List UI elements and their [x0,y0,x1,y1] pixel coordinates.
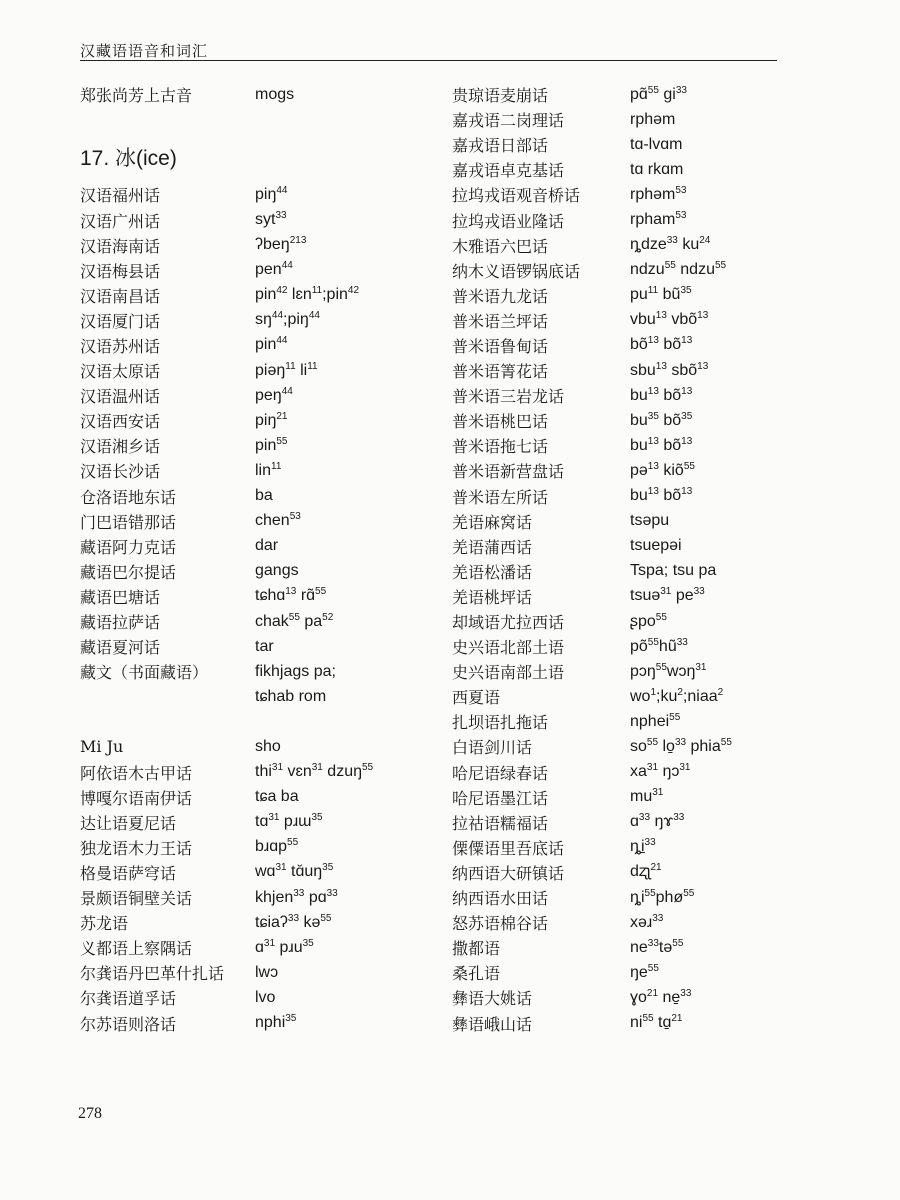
entry-form: nphei$^{55}$ [630,711,681,730]
list-item [80,659,440,684]
entry-language: 藏语巴尔提话 [80,562,177,582]
entry-form: gangs [255,562,299,580]
list-item [452,860,792,885]
entry-language: 义都语上察隅话 [80,939,193,959]
entry-form: peŋ$^{44}$ [255,385,293,404]
list-item [80,458,440,483]
list-item [80,534,440,559]
entry-language: 博嘎尔语南伊话 [80,788,193,808]
list-item [80,760,440,785]
entry-form: syt$^{33}$ [255,210,287,229]
entry-form: tɕhab rom [255,687,327,705]
entry-form: rpham$^{53}$ [630,210,687,229]
list-item [452,509,792,534]
entry-form: ɑ$^{31}$ pɹu$^{35}$ [255,937,314,956]
entry-form: pɔŋ$^{55}$wɔŋ$^{31}$ [630,661,707,680]
entry-form: $bu^{35}$ $bõ^{35}$ [630,410,693,429]
list-item [80,408,440,433]
list-item [80,960,440,985]
entry-form: dar [255,537,279,555]
entry-language: 藏语阿力克话 [80,537,177,557]
list-item [80,810,440,835]
entry-language: 却域语尤拉西话 [452,613,565,633]
entry-form: tɕhɑ$^{13}$ rɑ̃$^{55}$ [255,586,327,605]
entry-form: nphi$^{35}$ [255,1013,297,1032]
list-item [80,684,440,709]
entry-form: $sŋ^{44};piŋ^{44}$ [255,310,320,329]
list-item [80,433,440,458]
list-item [452,182,792,207]
list-item [80,258,440,283]
entry-form: ȵdze$^{33}$ $ku^{24}$ [630,235,711,254]
entry-language: 彝语大姚话 [452,989,533,1009]
left-entry-list [80,182,440,709]
entry-form: Tspa; tsu pa [630,562,717,580]
entry-form: rphəm$^{53}$ [630,184,687,203]
list-item [452,609,792,634]
entry-language: 贵琼语麦崩话 [452,86,549,106]
list-item [80,308,440,333]
entry-language: 彝语峨山话 [452,1014,533,1034]
entry-form: pin$^{44}$ [255,335,288,354]
entry-language: 普米语箐花话 [452,362,549,382]
list-item [80,885,440,910]
list-item [80,985,440,1010]
entry-language: 普米语兰坪话 [452,311,549,331]
entry-form: $mu^{31}$ [630,787,664,806]
list-item [80,1010,440,1035]
entry-form: lvo [255,988,276,1006]
list-item [452,283,792,308]
entry-language: 苏龙语 [80,914,129,934]
entry-language: 尔龚语丹巴革什扎话 [80,964,225,984]
list-item [80,233,440,258]
entry-language: 汉语西安话 [80,412,161,432]
list-item [452,709,792,734]
list-item [80,609,440,634]
entry-language: 景颇语铜壁关话 [80,889,193,909]
list-item [80,358,440,383]
entry-language: 拉坞戎语业隆话 [452,211,565,231]
list-item [80,207,440,232]
list-item [452,559,792,584]
entry-language: 汉语海南话 [80,236,161,256]
entry-language: 郑张尚芳上古音 [80,86,193,106]
entry-form: wɑ$^{31}$ $tɑ̆uŋ^{35}$ [255,862,334,881]
list-item [452,810,792,835]
list-item [80,860,440,885]
entry-form: sbu$^{13}$ sbõ$^{13}$ [630,360,709,379]
entry-form: $ne^{33}tə^{55}$ [630,937,684,956]
entry-language: 史兴语南部土语 [452,663,565,683]
entry-form: tɑ rkɑm [630,160,684,178]
entry-language: 汉语广州话 [80,211,161,231]
list-item [80,333,440,358]
list-item [452,207,792,232]
list-item [80,935,440,960]
entry-language: 嘉戎语日部话 [452,136,549,156]
left-column [80,82,440,1036]
list-item [452,659,792,684]
entry-form: rphəm [630,110,676,128]
entry-form: khjen$^{33}$ pɑ$^{33}$ [255,887,338,906]
list-item [80,484,440,509]
entry-language: 汉语梅县话 [80,261,161,281]
list-item [80,509,440,534]
list-item [452,684,792,709]
entry-language: 汉语福州话 [80,186,161,206]
entry-form: ba [255,487,273,505]
entry-language: 白语剑川话 [452,738,533,758]
entry-form: pin$^{42}$ lɛn$^{11}$;pin$^{42}$ [255,285,360,304]
entry-form: fikhjags pa; [255,662,336,680]
entry-language: 汉语湘乡话 [80,437,161,457]
entry-language: 藏语夏河话 [80,638,161,658]
entry-form: $põ^{55}hũ^{33}$ [630,636,688,655]
entry-form: tɑ$^{31}$ pɹɯ$^{35}$ [255,812,323,831]
entry-language: 尔龚语道孚话 [80,989,177,1009]
list-item [80,910,440,935]
entry-language: 普米语九龙话 [452,286,549,306]
list-item [452,308,792,333]
list-item [452,157,792,182]
entry-language: 纳木义语锣锅底话 [452,261,581,281]
entry-form: ndzu$^{55}$ ndzu$^{55}$ [630,260,727,279]
left-entry-list-2 [80,734,440,1035]
entry-language: 藏语巴塘话 [80,587,161,607]
list-item [452,82,792,107]
running-head: 汉藏语语音和词汇 [80,42,209,60]
list-item [452,935,792,960]
entry-form: pə$^{13}$ kiõ$^{55}$ [630,460,695,479]
list-item [80,634,440,659]
entry-form: $pu^{11}$ $bũ^{35}$ [630,285,692,304]
entry-form: thi$^{31}$ vɛn$^{31}$ dzuŋ$^{55}$ [255,762,374,781]
list-item [80,182,440,207]
list-item [452,910,792,935]
list-item [452,258,792,283]
entry-form: tar [255,637,274,655]
list-item [80,383,440,408]
entry-language: 阿依语木古甲话 [80,763,193,783]
list-item [80,584,440,609]
entry-form: piəŋ$^{11}$ $li^{11}$ [255,360,318,379]
entry-language: 桑孔语 [452,964,501,984]
entry-language: 木雅语六巴话 [452,236,549,256]
entry-form: $bu^{13}$ $bõ^{13}$ [630,435,693,454]
list-item [452,132,792,157]
entry-language: 拉祜语糯福话 [452,813,549,833]
list-item [452,458,792,483]
list-item [80,734,440,759]
entry-language: 纳西语水田话 [452,889,549,909]
list-item [452,634,792,659]
entry-form: bɹɑp$^{55}$ [255,837,299,856]
entry-form: $wo^1;ku^2;niaa^2$ [630,686,724,705]
right-entry-list [452,82,792,1036]
list-item [452,885,792,910]
list-item [452,233,792,258]
entry-language: 汉语温州话 [80,387,161,407]
entry-language: 汉语太原话 [80,362,161,382]
entry-language: 门巴语错那话 [80,512,177,532]
header-rule [80,60,777,61]
entry-language: 普米语左所话 [452,487,549,507]
entry-form: ʂpo$^{55}$ [630,611,667,630]
entry-language: 普米语三岩龙话 [452,387,565,407]
entry-language: 仓洛语地东话 [80,487,177,507]
entry-form: ɑ$^{33}$ ŋɤ$^{33}$ [630,812,685,831]
entry-language: 史兴语北部土语 [452,638,565,658]
entry-language: 拉坞戎语观音桥话 [452,186,581,206]
list-item [452,734,792,759]
entry-form: $ŋe^{55}$ [630,962,659,981]
entry-language: 哈尼语墨江话 [452,788,549,808]
entry-language: 藏语拉萨话 [80,613,161,633]
entry-language: 格曼语萨穹话 [80,863,177,883]
entry-form: lin$^{11}$ [255,460,282,479]
entry-language: 西夏语 [452,688,501,708]
entry-form: dʐʅ$^{21}$ [630,862,662,881]
entry-form: pɑ̃$^{55}$ $gi^{33}$ [630,84,687,103]
entry-form: chen$^{53}$ [255,511,301,530]
entry-language: 汉语长沙话 [80,462,161,482]
entry-language: 哈尼语绿春话 [452,763,549,783]
entry-language: 尔苏语则洛话 [80,1014,177,1034]
entry-language: Mi Ju [80,737,124,757]
list-item [452,835,792,860]
entry-language: 扎坝语扎拖话 [452,713,549,733]
entry-language: 羌语蒲西话 [452,537,533,557]
list-item [452,408,792,433]
entry-form: sho [255,737,281,755]
list-item [452,107,792,132]
entry-form: $ȵi^{55}phø^{55}$ [630,887,695,906]
list-item [452,960,792,985]
entry-language: 普米语桃巴话 [452,412,549,432]
entry-language: 嘉戎语卓克基话 [452,161,565,181]
top-entry [80,82,440,107]
list-item [452,433,792,458]
entry-language: 嘉戎语二岗理话 [452,111,565,131]
list-item [452,484,792,509]
entry-language: 羌语桃坪话 [452,587,533,607]
entry-language: 达让语夏尼话 [80,813,177,833]
entry-form: tɑ-lvɑm [630,135,683,153]
entry-language: 普米语拖七话 [452,437,549,457]
entry-form: tsuə$^{31}$ $pe^{33}$ [630,586,705,605]
entry-form: ʔbeŋ$^{213}$ [255,235,307,254]
entry-language: 汉语苏州话 [80,336,161,356]
entry-language: 羌语松潘话 [452,562,533,582]
entry-form: ȵi̱$^{33}$ [630,837,656,856]
list-item [80,785,440,810]
entry-form: $xa^{31}$ ŋɔ$^{31}$ [630,762,691,781]
list-item [452,1010,792,1035]
entry-language: 汉语南昌话 [80,286,161,306]
spacer [80,709,440,734]
entry-language: 藏文（书面藏语） [80,663,209,683]
list-item [452,333,792,358]
entry-form: piŋ$^{44}$ [255,184,288,203]
entry-form: xəɹ$^{33}$ [630,912,664,931]
entry-form: $bu^{13}$ $bõ^{13}$ [630,486,693,505]
entry-form: tsəpu [630,512,670,530]
entry-language: 撒都语 [452,939,501,959]
entry-form: $bu^{13}$ $bõ^{13}$ [630,385,693,404]
entry-language: 汉语厦门话 [80,311,161,331]
spacer [80,107,440,132]
list-item [80,559,440,584]
list-item [452,383,792,408]
entry-form: piŋ$^{21}$ [255,410,288,429]
entry-form: $ni^{55}$ tɑ̱$^{21}$ [630,1013,683,1032]
entry-language: 羌语麻窝话 [452,512,533,532]
entry-form: pin$^{55}$ [255,435,288,454]
entry-form: tsuepəi [630,537,682,555]
list-item [80,835,440,860]
entry-form: mogs [255,85,295,103]
list-item [452,985,792,1010]
list-item [452,760,792,785]
entry-language: 傈僳语里吾底话 [452,838,565,858]
list-item [452,785,792,810]
entry-language: 纳西语大研镇话 [452,863,565,883]
right-column [452,82,792,1036]
entry-form: tɕa ba [255,788,299,806]
list-item [452,358,792,383]
page-number: 278 [78,1105,102,1122]
entry-language: 怒苏语棉谷话 [452,914,549,934]
entry-language: 独龙语木力王话 [80,838,193,858]
entry-form: lwɔ [255,963,279,981]
entry-form: $so^{55}$ lo̱$^{33}$ phia$^{55}$ [630,736,732,755]
entry-form: pen$^{44}$ [255,260,293,279]
entry-form: tɕiaʔ$^{33}$ kə$^{55}$ [255,912,332,931]
entry-form: vbu$^{13}$ vbõ$^{13}$ [630,310,709,329]
entry-language: 普米语鲁甸话 [452,336,549,356]
entry-form: $bõ^{13}$ $bõ^{13}$ [630,335,693,354]
entry-form: chak$^{55}$ $pa^{52}$ [255,611,334,630]
entry-form: ɣo$^{21}$ ne̱$^{33}$ [630,987,692,1006]
list-item [452,534,792,559]
list-item [452,584,792,609]
entry-language: 普米语新营盘话 [452,462,565,482]
section-heading: 17. 冰(ice) [80,147,177,171]
list-item [80,283,440,308]
